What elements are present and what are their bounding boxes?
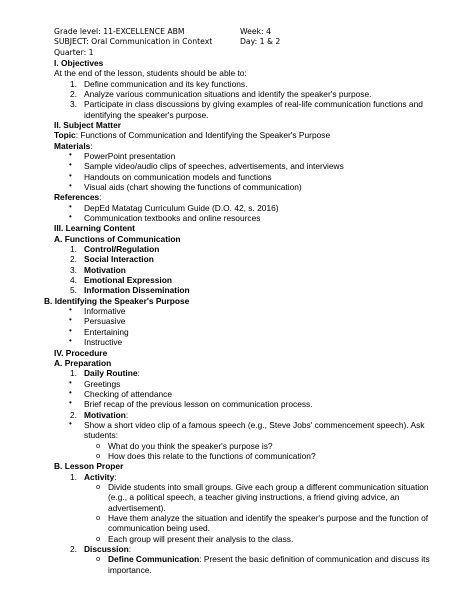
list-item: 5. Information Dissemination bbox=[70, 285, 190, 296]
motivation-details bbox=[54, 420, 454, 441]
activity-items bbox=[54, 482, 454, 544]
topic-line: Topic: Functions of Communication and Identifying the Speaker's Purpose bbox=[54, 130, 331, 141]
list-item: • PowerPoint presentation bbox=[69, 149, 176, 161]
list-item: 2. Analyze various communication situations and identify the speaker's purpose. bbox=[70, 88, 372, 99]
motivation-list bbox=[54, 410, 454, 420]
objectives-list bbox=[54, 79, 454, 120]
list-item: o Each group will present their analysis to the class. bbox=[96, 533, 294, 544]
lesson-proper-heading: B. Lesson Proper bbox=[54, 461, 124, 472]
motivation-questions bbox=[54, 441, 454, 462]
objectives-intro: At the end of the lesson, students should be able to: bbox=[54, 68, 247, 79]
purpose-heading: B. Identifying the Speaker's Purpose bbox=[44, 295, 190, 306]
list-item: 2. Discussion: bbox=[70, 544, 132, 555]
list-item: • Greetings bbox=[69, 377, 121, 389]
grade-level: Grade level: 11-EXCELLENCE ABM bbox=[54, 27, 185, 36]
objectives-heading: I. Objectives bbox=[54, 57, 104, 68]
list-item: 3. Participate in class discussions by giving examples of real-life communication functions and identifying the speaker's purpose. bbox=[70, 99, 423, 120]
list-item: • Persuasive bbox=[69, 315, 126, 327]
subject: SUBJECT: Oral Communication in Context bbox=[54, 37, 213, 47]
list-item: 1. Daily Routine: bbox=[70, 368, 140, 379]
quarter: Quarter: 1 bbox=[54, 47, 94, 57]
references-list bbox=[54, 203, 454, 224]
list-item: 4. Emotional Expression bbox=[70, 275, 172, 286]
list-item: 2. Social Interaction bbox=[70, 254, 154, 265]
list-item: • Handouts on communication models and functions bbox=[69, 170, 272, 182]
list-item: 3. Motivation bbox=[70, 264, 126, 275]
day: Day: 1 & 2 bbox=[240, 37, 281, 47]
list-item: • Brief recap of the previous lesson on communication process. bbox=[69, 398, 313, 410]
purposes-list bbox=[54, 306, 454, 347]
list-item: o Define Communication: Present the basic definition of communication and discuss its importance. bbox=[96, 554, 430, 575]
lesson-proper-list bbox=[54, 472, 454, 482]
preparation-list bbox=[54, 368, 454, 378]
list-item: o How does this relate to the functions of communication? bbox=[96, 450, 316, 461]
daily-routine-list bbox=[54, 379, 454, 410]
list-item: • Entertaining bbox=[69, 325, 129, 337]
discussion-list bbox=[54, 544, 454, 554]
procedure-heading: IV. Procedure bbox=[54, 347, 108, 358]
document-header bbox=[54, 27, 454, 58]
learning-content-heading: III. Learning Content bbox=[54, 223, 135, 234]
list-item: o Divide students into small groups. Give each group a different communication situation (e.g., a political speech, a teacher giving instructions, a friend giving advice, an advertisement). bbox=[96, 481, 429, 513]
list-item: 1. Define communication and its key functions. bbox=[70, 78, 248, 89]
functions-heading: A. Functions of Communication bbox=[54, 233, 181, 244]
list-item: • Instructive bbox=[69, 336, 123, 348]
list-item: o Have them analyze the situation and identify the speaker's purpose and the function of communication being used. bbox=[96, 513, 429, 534]
list-item: • Show a short video clip of a famous speech (e.g., Steve Jobs' commencement speech). Ask students: bbox=[69, 418, 425, 441]
list-item: • DepEd Matatag Curriculum Guide (D.O. 42, s. 2016) bbox=[69, 201, 279, 213]
list-item: • Sample video/audio clips of speeches, advertisements, and interviews bbox=[69, 160, 344, 172]
list-item: • Informative bbox=[69, 305, 126, 317]
list-item: • Visual aids (chart showing the functions of communication) bbox=[69, 181, 302, 193]
subject-matter-heading: II. Subject Matter bbox=[54, 119, 122, 130]
week: Week: 4 bbox=[240, 27, 271, 36]
list-item: 1. Control/Regulation bbox=[70, 244, 160, 255]
list-item: 1. Activity: bbox=[70, 471, 117, 482]
materials-label: Materials: bbox=[54, 140, 93, 151]
list-item: 2. Motivation: bbox=[70, 409, 129, 420]
references-label: References: bbox=[54, 192, 102, 203]
discussion-items bbox=[54, 554, 454, 575]
list-item: • Checking of attendance bbox=[69, 387, 172, 399]
functions-list bbox=[54, 244, 454, 296]
list-item: o What do you think the speaker's purpose is? bbox=[96, 440, 273, 451]
list-item: • Communication textbooks and online resources bbox=[69, 212, 261, 224]
preparation-heading: A. Preparation bbox=[54, 357, 112, 368]
materials-list bbox=[54, 151, 454, 192]
